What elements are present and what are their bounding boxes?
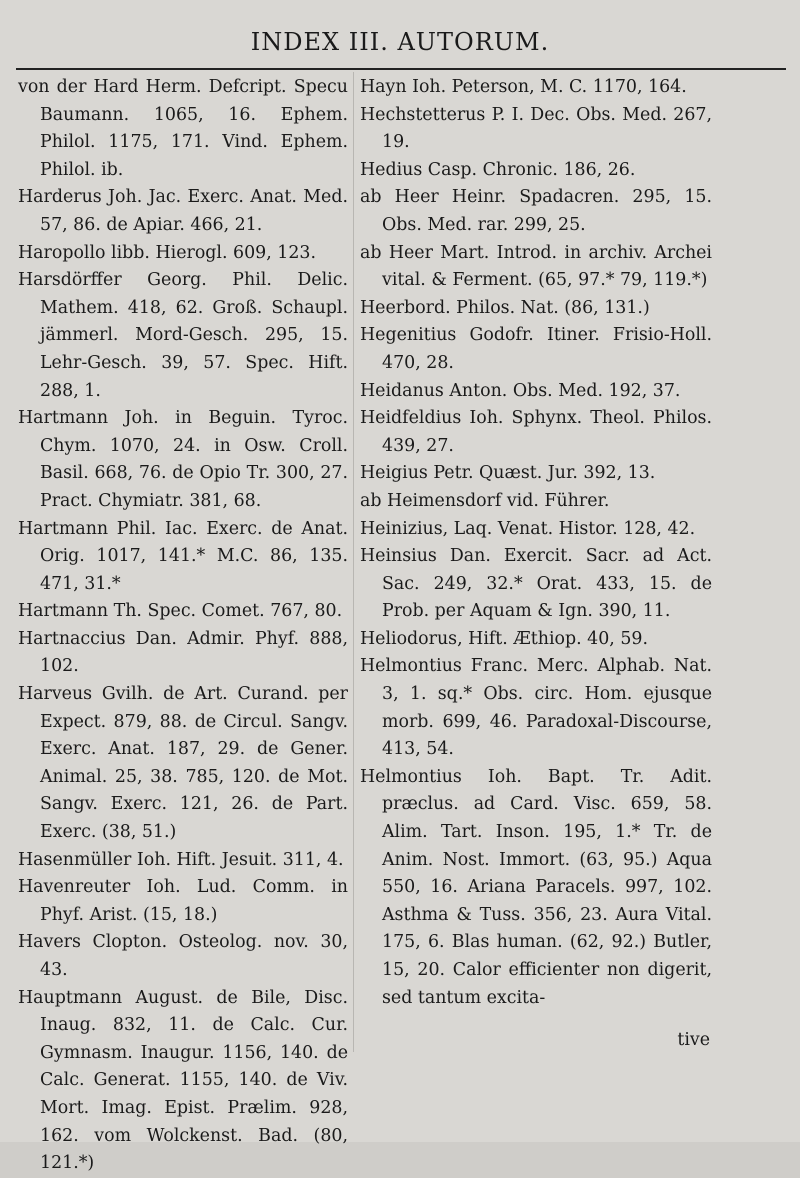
index-entry: Helmontius Ioh. Bapt. Tr. Adit. præclus. ad Card. Visc. 659, 58. Alim. Tart. Inson. 195, 1.* Tr. de Anim. Nost. Immort. (63, 95.) Aqua 550, 16. Ariana Paracels. 997, 102. Asthma & Tuss. 356, 23. Aura Vital. 175, 6. Blas human. (62, 92.) Butler, 15, 20. Calor efficienter non digerit, sed tantum excita- [360, 766, 712, 1008]
index-entry: Hayn Ioh. Peterson, M. C. 1170, 164. [360, 77, 687, 97]
index-entry: ab Heer Mart. Introd. in archiv. Archei vital. & Ferment. (65, 97.* 79, 119.*) [360, 242, 712, 291]
index-entry: Havenreuter Ioh. Lud. Comm. in Phyf. Arist. (15, 18.) [18, 877, 348, 925]
index-entry: von der Hard Herm. Defcript. Specu Baumann. 1065, 16. Ephem. Philol. 1175, 171. Vind. Ephem. Philol. ib. [18, 77, 348, 180]
right-column [360, 74, 712, 1012]
index-entry: Heerbord. Philos. Nat. (86, 131.) [360, 297, 650, 318]
index-entry: Harsdörffer Georg. Phil. Delic. Mathem. 418, 62. Groß. Schaupl. jämmerl. Mord-Gesch. 295, 15. Lehr-Gesch. 39, 57. Spec. Hift. 288, 1. [18, 270, 348, 401]
index-entry: Helmontius Franc. Merc. Alphab. Nat. 3, 1. sq.* Obs. circ. Hom. ejusque morb. 699, 46. Paradoxal-Discourse, 413, 54. [360, 656, 712, 760]
index-entry: Hedius Casp. Chronic. 186, 26. [360, 159, 636, 180]
index-entry: ab Heimensdorf vid. Führer. [360, 490, 610, 511]
index-entry: Harveus Gvilh. de Art. Curand. per Expect. 879, 88. de Circul. Sangv. Exerc. Anat. 187, 29. de Gener. Animal. 25, 38. 785, 120. de Mot. Sangv. Exerc. 121, 26. de Part. Exerc. (38, 51.) [18, 684, 348, 843]
index-entry: Heidfeldius Ioh. Sphynx. Theol. Philos. 439, 27. [360, 408, 712, 456]
index-entry: Heinizius, Laq. Venat. Histor. 128, 42. [360, 518, 696, 539]
index-entry: Hegenitius Godofr. Itiner. Frisio-Holl. 470, 28. [360, 325, 712, 373]
index-entry: Heigius Petr. Quæst. Jur. 392, 13. [360, 463, 656, 484]
index-entry: Heidanus Anton. Obs. Med. 192, 37. [360, 380, 681, 401]
index-entry: Heinsius Dan. Exercit. Sacr. ad Act. Sac. 249, 32.* Orat. 433, 15. de Prob. per Aquam & Ign. 390, 11. [360, 546, 712, 622]
catchword: tive [677, 1030, 710, 1050]
index-entry: Hartmann Joh. in Beguin. Tyroc. Chym. 1070, 24. in Osw. Croll. Basil. 668, 76. de Opio Tr. 300, 27. Pract. Chymiatr. 381, 68. [18, 408, 348, 511]
index-entry: ab Heer Heinr. Spadacren. 295, 15. Obs. Med. rar. 299, 25. [360, 187, 712, 235]
index-entry: Haropollo libb. Hierogl. 609, 123. [18, 242, 317, 263]
index-entry: Hechstetterus P. I. Dec. Obs. Med. 267, 19. [360, 104, 712, 153]
index-entry: Hartmann Th. Spec. Comet. 767, 80. [18, 601, 343, 622]
index-entry: Hartnaccius Dan. Admir. Phyf. 888, 102. [18, 628, 348, 677]
index-entry: Hauptmann August. de Bile, Disc. Inaug. 832, 11. de Calc. Cur. Gymnasm. Inaugur. 1156, 140. de Calc. Generat. 1155, 140. de Viv. Mort. Imag. Epist. Prælim. 928, 162. vom Wolckenst. Bad. (80, 121.*) [18, 987, 348, 1174]
index-entry: Havers Clopton. Osteolog. nov. 30, 43. [18, 932, 348, 980]
index-entry: Harderus Joh. Jac. Exerc. Anat. Med. 57, 86. de Apiar. 466, 21. [18, 187, 348, 235]
column-divider [353, 72, 354, 1052]
left-column [18, 74, 348, 1178]
index-entry: Hasenmüller Ioh. Hift. Jesuit. 311, 4. [18, 849, 344, 870]
index-entry: Heliodorus, Hift. Æthiop. 40, 59. [360, 628, 649, 649]
page-header: INDEX III. AUTORUM. [250, 28, 550, 56]
header-rule [16, 68, 786, 70]
index-entry: Hartmann Phil. Iac. Exerc. de Anat. Orig. 1017, 141.* M.C. 86, 135. 471, 31.* [18, 518, 348, 594]
